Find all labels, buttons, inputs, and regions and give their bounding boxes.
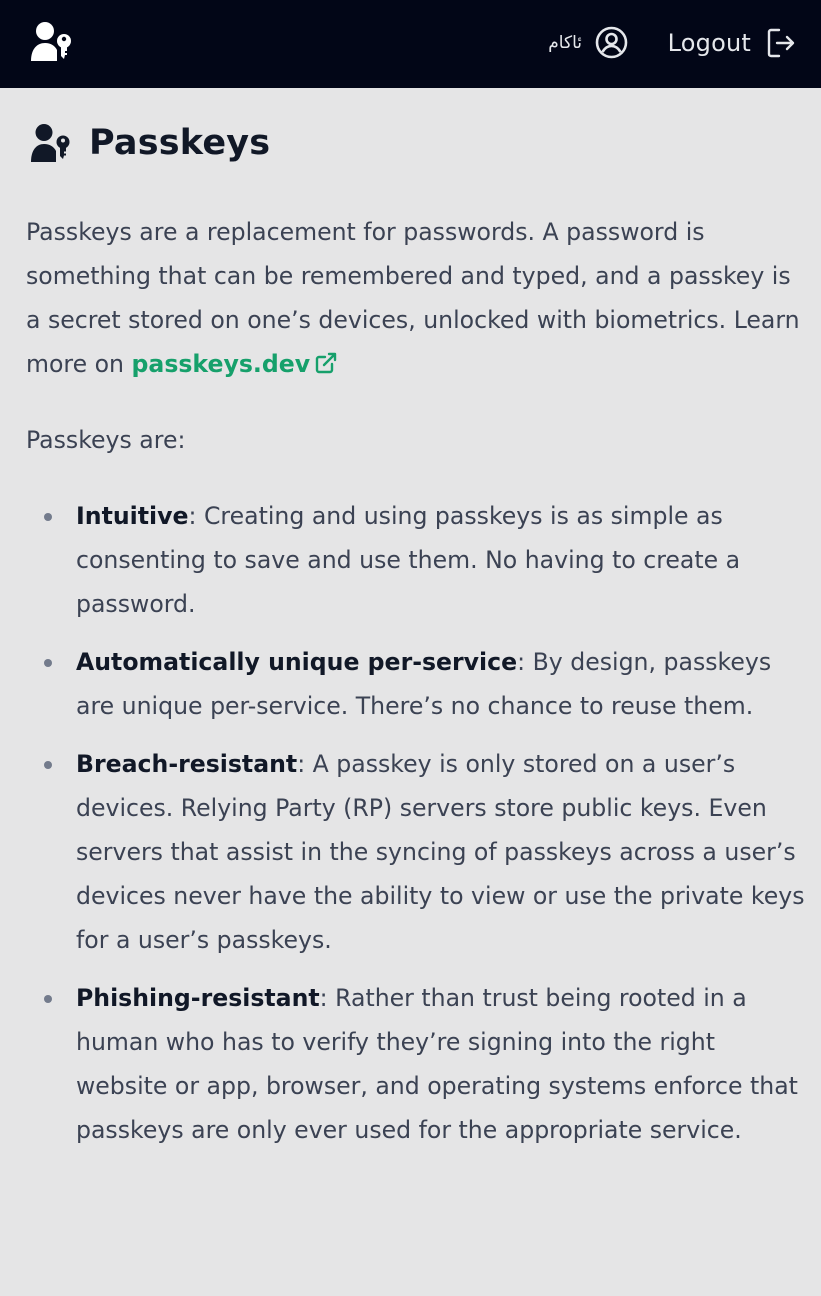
logout-button[interactable] [668,28,795,58]
logout-label: Logout [667,29,751,57]
user-name: ئاكام [548,32,582,53]
feature-term: Intuitive [76,502,189,530]
logout-icon [767,28,795,58]
user-menu[interactable] [548,26,628,59]
feature-term: Phishing-resistant [76,984,320,1012]
learn-more-prefix: Learn more on [26,306,800,378]
user-circle-icon [595,26,628,59]
feature-text: : Creating and using passkeys is as simple as consenting to save and use them. No having to create a password. [76,502,741,618]
list-item [26,640,806,728]
page-header [31,123,270,163]
feature-text: : A passkey is only stored on a user’s devices. Relying Party (RP) servers store public keys. Even servers that assist in the syncing of passkeys across a user’s devices never have the ability to view or use the private keys for a user’s passkeys. [76,750,805,954]
feature-text: : By design, passkeys are unique per-service. There’s no chance to reuse them. [76,648,772,720]
link-text: passkeys.dev [131,350,311,378]
features-lead: Passkeys are: [26,426,186,454]
intro-text: Passkeys are a replacement for passwords. A password is something that can be remembered and typed, and a passkey is a secret stored on one’s devices, unlocked with biometrics. [26,218,791,334]
passkeys-dev-link[interactable] [132,350,339,378]
list-item [26,976,806,1152]
bullet-dot [44,995,52,1003]
user-key-icon [31,123,75,163]
page-title: Passkeys [89,123,271,163]
bullet-dot [44,659,52,667]
intro-paragraph [26,210,806,386]
list-item [26,494,806,626]
feature-text: : Rather than trust being rooted in a human who has to verify they’re signing into the right website or app, browser, and operating systems enforce that passkeys are only ever used for the appropriate service. [76,984,798,1144]
list-item [26,742,806,962]
features-list [26,494,806,1166]
bullet-dot [44,513,52,521]
bullet-dot [44,761,52,769]
external-link-icon [314,345,338,369]
user-key-icon[interactable] [31,21,75,63]
feature-term: Breach-resistant [76,750,298,778]
top-navbar [0,0,821,88]
feature-term: Automatically unique per-service [76,648,518,676]
